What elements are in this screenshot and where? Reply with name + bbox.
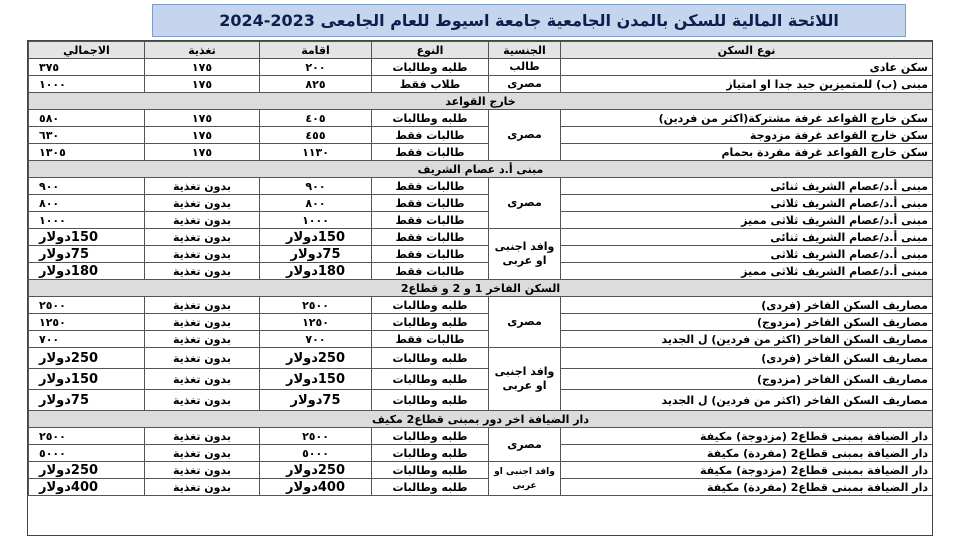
- cell-nationality: مصرى: [489, 178, 561, 229]
- cell-nationality: وافد اجنبى او عربى: [489, 229, 561, 280]
- cell-total: 150دولار: [29, 229, 145, 246]
- cell-food: بدون تغذية: [145, 445, 260, 462]
- cell-food: بدون تغذية: [145, 195, 260, 212]
- cell-nationality: مصرى: [489, 428, 561, 462]
- cell-kind: طلبه وطالبات: [372, 297, 489, 314]
- cell-food: ١٧٥: [145, 76, 260, 93]
- cell-type: مصاريف السكن الفاخر (فردى): [561, 348, 933, 369]
- cell-kind: طالبات فقط: [372, 144, 489, 161]
- cell-total: 250دولار: [29, 348, 145, 369]
- table-row: [29, 195, 933, 212]
- cell-total: ٢٥٠٠: [29, 297, 145, 314]
- cell-nationality: وافد اجنبى او عربى: [489, 462, 561, 496]
- cell-food: بدون تغذية: [145, 348, 260, 369]
- cell-nationality: طالب: [489, 59, 561, 76]
- table-row: [29, 428, 933, 445]
- cell-type: دار الضيافة بمبنى قطاع2 (مزدوجة) مكيفة: [561, 462, 933, 479]
- cell-total: ٩٠٠: [29, 178, 145, 195]
- cell-food: بدون تغذية: [145, 229, 260, 246]
- cell-residence: 250دولار: [260, 462, 372, 479]
- cell-kind: طلبه وطالبات: [372, 314, 489, 331]
- cell-type: مصاريف السكن الفاخر (فردى): [561, 297, 933, 314]
- cell-type: سكن خارج القواعد غرفة مزدوجة: [561, 127, 933, 144]
- cell-kind: طالبات فقط: [372, 178, 489, 195]
- table-row: [29, 263, 933, 280]
- cell-type: مبنى أ.د/عصام الشريف ثلاثى مميز: [561, 263, 933, 280]
- cell-kind: طلبه وطالبات: [372, 479, 489, 496]
- table-row: [29, 110, 933, 127]
- cell-kind: طلبه وطالبات: [372, 110, 489, 127]
- cell-kind: طلبه وطالبات: [372, 369, 489, 390]
- fees-table: [28, 41, 933, 496]
- page-title: اللائحة المالية للسكن بالمدن الجامعية جامعة اسيوط للعام الجامعى 2023-2024: [152, 4, 906, 37]
- cell-residence: ٥٠٠٠: [260, 445, 372, 462]
- cell-nationality: مصرى: [489, 297, 561, 348]
- cell-total: ١٠٠٠: [29, 76, 145, 93]
- cell-kind: طلبه وطالبات: [372, 348, 489, 369]
- cell-type: مبنى (ب) للمتميزين جيد جدا او امتياز: [561, 76, 933, 93]
- cell-residence: ٨٢٥: [260, 76, 372, 93]
- cell-residence: ٢٥٠٠: [260, 297, 372, 314]
- cell-type: مبنى أ.د/عصام الشريف ثنائى: [561, 178, 933, 195]
- cell-residence: ١١٣٠: [260, 144, 372, 161]
- cell-nationality: وافد اجنبى او عربى: [489, 348, 561, 411]
- header-row: [29, 42, 933, 59]
- cell-food: بدون تغذية: [145, 212, 260, 229]
- cell-total: ٧٠٠: [29, 331, 145, 348]
- table-row: [29, 369, 933, 390]
- cell-total: 180دولار: [29, 263, 145, 280]
- cell-residence: ٩٠٠: [260, 178, 372, 195]
- cell-kind: طالبات فقط: [372, 212, 489, 229]
- cell-total: ٨٠٠: [29, 195, 145, 212]
- cell-kind: طلبه وطالبات: [372, 59, 489, 76]
- cell-nationality: مصرى: [489, 110, 561, 161]
- cell-total: 75دولار: [29, 246, 145, 263]
- header-type: نوع السكن: [561, 42, 933, 59]
- table-row: [29, 144, 933, 161]
- cell-residence: 250دولار: [260, 348, 372, 369]
- cell-food: ١٧٥: [145, 127, 260, 144]
- section-title: مبنى أ.د عصام الشريف: [29, 161, 933, 178]
- cell-type: سكن خارج القواعد غرفة مفردة بحمام: [561, 144, 933, 161]
- cell-kind: طلبه وطالبات: [372, 390, 489, 411]
- header-total: الاجمالي: [29, 42, 145, 59]
- section-row: [29, 411, 933, 428]
- cell-type: دار الضيافة بمبنى قطاع2 (مفردة) مكيفة: [561, 445, 933, 462]
- section-title: السكن الفاخر 1 و 2 و قطاع2: [29, 280, 933, 297]
- table-row: [29, 229, 933, 246]
- cell-residence: 75دولار: [260, 390, 372, 411]
- cell-total: ١٢٥٠: [29, 314, 145, 331]
- table-row: [29, 297, 933, 314]
- cell-food: بدون تغذية: [145, 369, 260, 390]
- header-nationality: الجنسية: [489, 42, 561, 59]
- cell-food: بدون تغذية: [145, 390, 260, 411]
- cell-kind: طلاب فقط: [372, 76, 489, 93]
- cell-residence: 150دولار: [260, 229, 372, 246]
- cell-total: 150دولار: [29, 369, 145, 390]
- cell-type: مصاريف السكن الفاخر (اكثر من فردين) ل الجديد: [561, 331, 933, 348]
- cell-total: ١٠٠٠: [29, 212, 145, 229]
- cell-kind: طلبه وطالبات: [372, 445, 489, 462]
- cell-residence: ٧٠٠: [260, 331, 372, 348]
- cell-residence: ١٢٥٠: [260, 314, 372, 331]
- cell-food: بدون تغذية: [145, 297, 260, 314]
- cell-type: سكن خارج القواعد غرفة مشتركة(اكثر من فردين): [561, 110, 933, 127]
- cell-type: مبنى أ.د/عصام الشريف ثلاثى: [561, 195, 933, 212]
- cell-total: 250دولار: [29, 462, 145, 479]
- cell-type: مصاريف السكن الفاخر (اكثر من فردين) ل الجديد: [561, 390, 933, 411]
- cell-food: بدون تغذية: [145, 263, 260, 280]
- cell-residence: 150دولار: [260, 369, 372, 390]
- cell-residence: ٢٠٠: [260, 59, 372, 76]
- cell-kind: طالبات فقط: [372, 331, 489, 348]
- cell-total: ٥٨٠: [29, 110, 145, 127]
- cell-type: مبنى أ.د/عصام الشريف ثلاثى: [561, 246, 933, 263]
- section-row: [29, 93, 933, 110]
- table-row: [29, 348, 933, 369]
- cell-food: بدون تغذية: [145, 314, 260, 331]
- cell-food: بدون تغذية: [145, 331, 260, 348]
- section-title: خارج القواعد: [29, 93, 933, 110]
- cell-type: سكن عادى: [561, 59, 933, 76]
- cell-type: مصاريف السكن الفاخر (مزدوج): [561, 314, 933, 331]
- cell-food: بدون تغذية: [145, 246, 260, 263]
- cell-food: ١٧٥: [145, 59, 260, 76]
- cell-kind: طالبات فقط: [372, 246, 489, 263]
- table-row: [29, 178, 933, 195]
- cell-food: بدون تغذية: [145, 462, 260, 479]
- cell-total: ٢٥٠٠: [29, 428, 145, 445]
- table-row: [29, 314, 933, 331]
- cell-type: مبنى أ.د/عصام الشريف ثلاثى مميز: [561, 212, 933, 229]
- cell-nationality: مصرى: [489, 76, 561, 93]
- cell-total: 75دولار: [29, 390, 145, 411]
- table-row: [29, 390, 933, 411]
- cell-kind: طالبات فقط: [372, 195, 489, 212]
- cell-residence: ٤٥٥: [260, 127, 372, 144]
- fees-sheet: [27, 40, 933, 536]
- cell-food: ١٧٥: [145, 144, 260, 161]
- cell-residence: 400دولار: [260, 479, 372, 496]
- cell-kind: طالبات فقط: [372, 127, 489, 144]
- cell-kind: طلبه وطالبات: [372, 428, 489, 445]
- cell-total: 400دولار: [29, 479, 145, 496]
- table-row: [29, 331, 933, 348]
- table-row: [29, 212, 933, 229]
- table-row: [29, 59, 933, 76]
- table-row: [29, 479, 933, 496]
- cell-type: مصاريف السكن الفاخر (مزدوج): [561, 369, 933, 390]
- header-kind: النوع: [372, 42, 489, 59]
- cell-food: بدون تغذية: [145, 428, 260, 445]
- cell-residence: ٨٠٠: [260, 195, 372, 212]
- cell-type: دار الضيافة بمبنى قطاع2 (مزدوجة) مكيفة: [561, 428, 933, 445]
- table-row: [29, 76, 933, 93]
- cell-residence: 180دولار: [260, 263, 372, 280]
- cell-kind: طالبات فقط: [372, 229, 489, 246]
- table-row: [29, 462, 933, 479]
- header-food: تغذية: [145, 42, 260, 59]
- cell-kind: طالبات فقط: [372, 263, 489, 280]
- cell-total: ٣٧٥: [29, 59, 145, 76]
- cell-residence: ٢٥٠٠: [260, 428, 372, 445]
- table-row: [29, 127, 933, 144]
- cell-residence: 75دولار: [260, 246, 372, 263]
- table-row: [29, 445, 933, 462]
- cell-food: ١٧٥: [145, 110, 260, 127]
- cell-food: بدون تغذية: [145, 178, 260, 195]
- header-residence: اقامة: [260, 42, 372, 59]
- cell-residence: ١٠٠٠: [260, 212, 372, 229]
- section-row: [29, 280, 933, 297]
- cell-type: دار الضيافة بمبنى قطاع2 (مفردة) مكيفة: [561, 479, 933, 496]
- cell-kind: طلبه وطالبات: [372, 462, 489, 479]
- cell-type: مبنى أ.د/عصام الشريف ثنائى: [561, 229, 933, 246]
- section-title: دار الضيافة اخر دور بمبنى قطاع2 مكيف: [29, 411, 933, 428]
- cell-total: ٦٣٠: [29, 127, 145, 144]
- cell-residence: ٤٠٥: [260, 110, 372, 127]
- table-row: [29, 246, 933, 263]
- cell-total: ٥٠٠٠: [29, 445, 145, 462]
- section-row: [29, 161, 933, 178]
- cell-food: بدون تغذية: [145, 479, 260, 496]
- cell-total: ١٣٠٥: [29, 144, 145, 161]
